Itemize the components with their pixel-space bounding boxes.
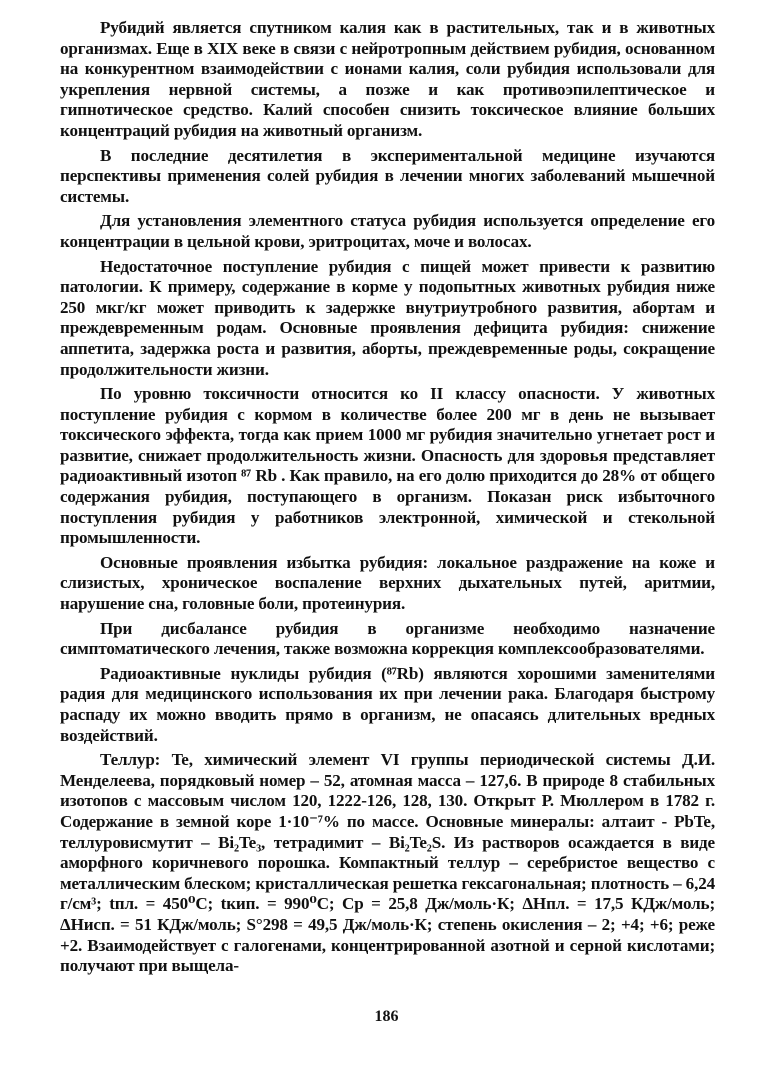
- paragraph-excess-symptoms: Основные проявления избытка рубидия: локальное раздражение на коже и слизистых, хроническое воспаление верхних дыхательных путей, аритмии, нарушение сна, головные боли, протеинурия.: [60, 552, 715, 614]
- paragraph-rubidium-potassium: Рубидий является спутником калия как в растительных, так и в животных организмах. Еще в XIX веке в связи с нейротропным действием рубидия, основанном на конкурентном взаимодействии с ионами калия, соли рубидия использовали для укрепления нервной системы, а позже и как противоэпилептическое и гипнотическое средство. Калий способен снизить токсическое влияние больших концентраций рубидия на животный организм.: [60, 18, 715, 140]
- paragraph-imbalance-treatment: При дисбалансе рубидия в организме необходимо назначение симптоматического лечения, также возможна коррекция комплексообразователями.: [60, 618, 715, 659]
- paragraph-toxicity: По уровню токсичности относится ко II классу опасности. У животных поступление рубидия с кормом в количестве более 200 мг в день не вызывает токсического эффекта, тогда как прием 1000 мг рубидия значительно угнетает рост и развитие, снижает продолжительность жизни. Опасность для здоровья представляет радиоактивный изотоп ⁸⁷ Rb . Как правило, на его долю приходится до 28% от общего содержания рубидия, поступающего в организм. Показан риск избыточного поступления рубидия у работников электронной, химической и стекольной промышленности.: [60, 384, 715, 548]
- paragraph-elemental-status: Для установления элементного статуса рубидия используется определение его концентрации в цельной крови, эритроцитах, моче и волосах.: [60, 211, 715, 251]
- paragraph-tellurium: Теллур: Te, химический элемент VI группы периодической системы Д.И. Менделеева, порядковый номер – 52, атомная масса – 127,6. В природе 8 стабильных изотопов с массовым числом 120, 1222-126, 128, 130. Открыт Р. Мюллером в 1782 г. Содержание в земной коре 1·10⁻⁷% по массе. Основные минералы: алтаит - PbTe, теллуровисмутит – Bi₂Te₃, тетрадимит – Bi₂Te₂S. Из растворов осаждается в виде аморфного коричневого порошка. Компактный теллур – серебристое вещество с металлическим блеском; кристаллическая решетка гексагональная; плотность – 6,24 г/см³; tпл. = 450⁰С; tкип. = 990⁰С; Сp = 25,8 Дж/моль·К; ΔHпл. = 17,5 КДж/моль; ΔHисп. = 51 КДж/моль; S°298 = 49,5 Дж/моль·К; степень окисления – 2; +4; +6; реже +2. Взаимодействует с галогенами, концентрированной азотной и серной кислотами; получают при выщела-: [60, 750, 715, 976]
- paragraph-deficiency: Недостаточное поступление рубидия с пищей может привести к развитию патологии. К примеру, содержание в корме у подопытных животных рубидия ниже 250 мкг/кг может приводить к задержке внутриутробного развития, абортам и преждевременным родам. Основные проявления дефицита рубидия: снижение аппетита, задержка роста и развития, аборты, преждевременные роды, сокращение продолжительности жизни.: [60, 256, 715, 379]
- paragraph-radioactive-nuclides: Радиоактивные нуклиды рубидия (⁸⁷Rb) являются хорошими заменителями радия для медицинского использования их при лечении рака. Благодаря быстрому распаду их можно вводить прямо в организм, не опасаясь длительных вредных воздействий.: [60, 663, 715, 745]
- page-number: 186: [374, 1008, 399, 1025]
- paragraph-experimental-medicine: В последние десятилетия в экспериментальной медицине изучаются перспективы применения солей рубидия в лечении многих заболеваний мышечной системы.: [60, 145, 715, 206]
- document-body: [60, 18, 715, 981]
